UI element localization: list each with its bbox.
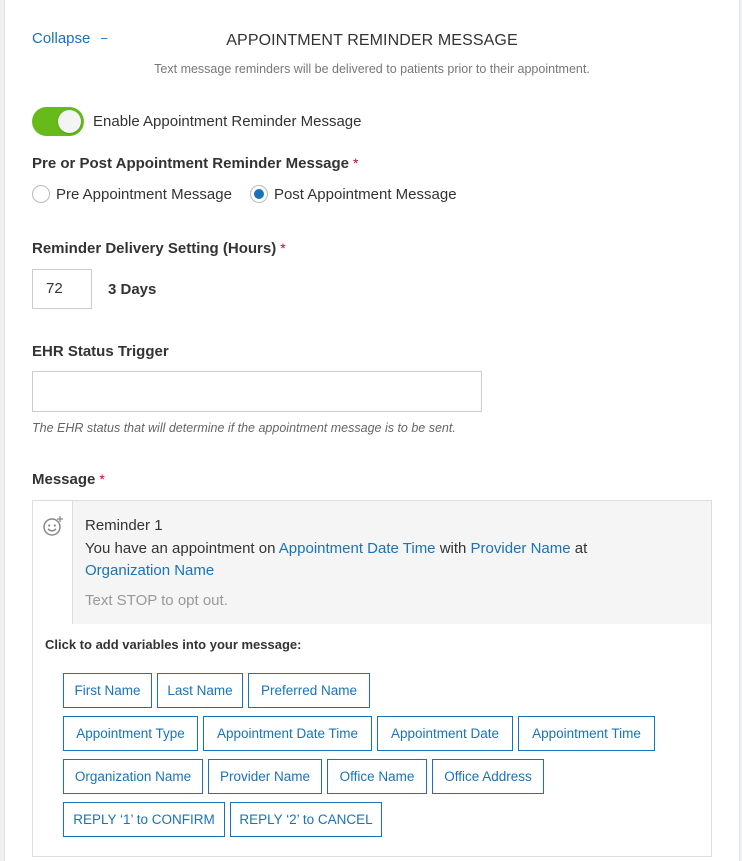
post-appointment-radio[interactable] [250,185,268,203]
enable-reminder-label: Enable Appointment Reminder Message [93,113,362,130]
var-button-organization-name[interactable]: Organization Name [63,759,203,794]
days-readout: 3 Days [108,281,157,298]
ehr-help-text: The EHR status that will determine if the appointment message is to be sent. [32,421,456,435]
pre-appointment-radio[interactable] [32,185,50,203]
var-button-last-name[interactable]: Last Name [157,673,243,708]
variable-provider-name[interactable]: Provider Name [470,539,571,557]
message-gutter [33,501,73,624]
var-button-preferred-name[interactable]: Preferred Name [248,673,370,708]
var-button-appointment-type[interactable]: Appointment Type [63,716,198,751]
page-subtitle: Text message reminders will be delivered to patients prior to their appointment. [154,62,590,76]
message-line-1: Reminder 1 [85,517,163,534]
collapse-minus-icon: − [100,31,108,46]
var-button-office-address[interactable]: Office Address [432,759,544,794]
page-title: APPOINTMENT REMINDER MESSAGE [226,32,518,49]
message-label-text: Message [32,471,96,488]
opt-out-text: Text STOP to opt out. [85,592,228,609]
toggle-knob [58,110,81,133]
var-button-reply-confirm[interactable]: REPLY ‘1’ to CONFIRM [63,802,225,837]
var-button-appointment-date-time[interactable]: Appointment Date Time [203,716,372,751]
var-button-reply-cancel[interactable]: REPLY ‘2’ to CANCEL [230,802,382,837]
ehr-status-label: EHR Status Trigger [32,343,169,360]
message-line-3 [85,560,685,583]
pre-post-radio-group [32,185,475,203]
message-text-mid: with [435,539,471,557]
pre-appointment-label[interactable]: Pre Appointment Message [56,185,232,203]
reminder-settings-card [4,0,740,861]
enable-reminder-toggle[interactable] [32,107,84,136]
message-content[interactable] [85,515,685,583]
message-line-2 [85,538,685,561]
var-button-office-name[interactable]: Office Name [327,759,427,794]
delivery-setting-label [32,240,286,257]
var-button-appointment-time[interactable]: Appointment Time [518,716,655,751]
message-label [32,471,105,488]
required-mark: * [280,240,286,256]
var-button-appointment-date[interactable]: Appointment Date [377,716,513,751]
message-text-suffix: at [570,539,588,557]
var-button-first-name[interactable]: First Name [63,673,152,708]
var-button-provider-name[interactable]: Provider Name [208,759,322,794]
post-appointment-label[interactable]: Post Appointment Message [273,185,457,203]
variable-organization-name[interactable]: Organization Name [85,562,215,579]
required-mark: * [353,155,359,171]
message-editor[interactable] [32,500,712,625]
ehr-status-input[interactable] [32,371,482,412]
variable-appointment-date-time[interactable]: Appointment Date Time [278,539,436,557]
message-text-prefix: You have an appointment on [85,539,279,557]
pre-post-label [32,155,358,172]
pre-post-label-text: Pre or Post Appointment Reminder Message [32,155,350,172]
emoji-add-icon[interactable] [42,515,64,537]
delivery-setting-label-text: Reminder Delivery Setting (Hours) [32,240,277,257]
variables-title: Click to add variables into your message: [45,637,302,652]
required-mark: * [99,471,105,487]
variables-panel [32,624,712,857]
hours-input[interactable]: 72 [32,269,92,309]
collapse-label: Collapse [32,30,91,47]
